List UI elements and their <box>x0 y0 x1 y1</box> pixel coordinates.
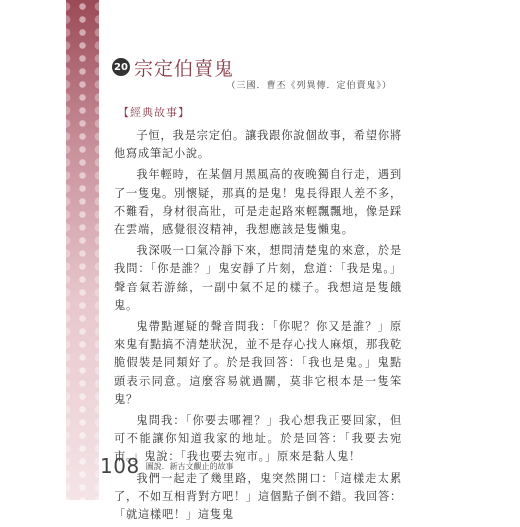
paragraph: 鬼問我：「你要去哪裡？」我心想我正要回家，但可不能讓你知道我家的地址。於是回答：「我要去宛市。」鬼說：「我也要去宛市。」原來是黏人鬼！ <box>114 414 402 464</box>
decorative-side-band <box>66 0 99 500</box>
paragraph: 子恒，我是宗定伯。讓我跟你說個故事，希望你將他寫成筆記小說。 <box>114 129 402 161</box>
page-number: 108 <box>100 454 140 478</box>
chapter-title: 宗定伯賣鬼 <box>134 57 235 80</box>
paragraph: 我深吸一口氣冷靜下來，想問清楚鬼的來意，於是我問：「你是誰？」鬼安靜了片刻，怠道：「我是鬼。」聲音氣若游絲，一副中氣不足的樣子。我想這是隻餓鬼。 <box>114 244 402 312</box>
chapter-number-badge: 20 <box>112 58 130 76</box>
source-citation: （三國．曹丕《列異傳．定伯賣鬼》） <box>226 81 392 91</box>
paragraph: 我年輕時，在某個月黑風高的夜晚獨自行走，遇到了一隻鬼。別懷疑，那真的是鬼！鬼長得跟人差不多，不難看，身材很高壯，可是走起路來輕飄飄地，像是踩在雲端，感覺很沒精神，我想應該是隻懶鬼。 <box>114 168 402 237</box>
paragraph: 我們一起走了幾里路，鬼突然開口：「這樣走太累了，不如互相背對方吧！」這個點子倒不錯。我回答：「就這樣吧！」這隻鬼 <box>114 471 402 522</box>
section-heading: 【經典故事】 <box>118 106 190 119</box>
lace-pattern <box>66 0 99 500</box>
paragraph: 鬼帶點遲疑的聲音問我：「你呢？你又是誰？」原來鬼有點搞不清楚狀況，並不是存心找人麻煩，那我乾脆假裝是同類好了。於是我回答：「我也是鬼。」鬼點頭表示同意。這麼容易就過關，莫非它根本是一隻笨鬼？ <box>114 320 402 406</box>
book-title: 圖說．新古文觀止的故事 <box>145 461 234 471</box>
chapter-header <box>112 54 234 80</box>
page-footer <box>100 454 234 478</box>
